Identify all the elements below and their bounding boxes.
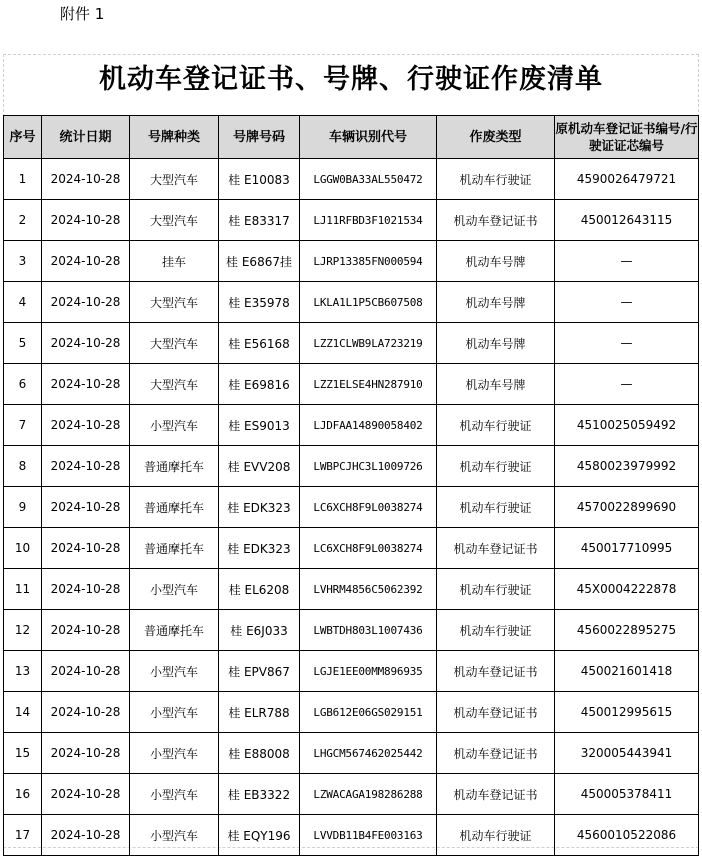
cell-index: 16 xyxy=(4,774,42,815)
col-header-original-number: 原机动车登记证书编号/行驶证证芯编号 xyxy=(555,116,699,159)
cell-date: 2024-10-28 xyxy=(42,159,130,200)
cell-date: 2024-10-28 xyxy=(42,569,130,610)
cell-plate-number: 桂 EVV208 xyxy=(219,446,300,487)
cell-index: 8 xyxy=(4,446,42,487)
cell-original-number: — xyxy=(555,241,699,282)
table-row xyxy=(4,610,699,651)
cell-plate-number: 桂 E10083 xyxy=(219,159,300,200)
cell-plate-type: 大型汽车 xyxy=(130,323,219,364)
cell-original-number: 4580023979992 xyxy=(555,446,699,487)
cell-index: 5 xyxy=(4,323,42,364)
cell-date: 2024-10-28 xyxy=(42,282,130,323)
cell-void-type: 机动车行驶证 xyxy=(437,159,555,200)
cell-vin: LZWACAGA198286288 xyxy=(300,774,437,815)
document-title: 机动车登记证书、号牌、行驶证作废清单 xyxy=(99,64,603,95)
cell-original-number: 320005443941 xyxy=(555,733,699,774)
table-row xyxy=(4,733,699,774)
cell-date: 2024-10-28 xyxy=(42,692,130,733)
cell-vin: LC6XCH8F9L0038274 xyxy=(300,487,437,528)
cell-index: 1 xyxy=(4,159,42,200)
cell-plate-type: 挂车 xyxy=(130,241,219,282)
cell-plate-number: 桂 EB3322 xyxy=(219,774,300,815)
cell-plate-type: 小型汽车 xyxy=(130,569,219,610)
cell-index: 17 xyxy=(4,815,42,856)
cell-original-number: 450017710995 xyxy=(555,528,699,569)
cell-plate-type: 普通摩托车 xyxy=(130,528,219,569)
cell-vin: LGB612E06GS029151 xyxy=(300,692,437,733)
table-row xyxy=(4,282,699,323)
cell-plate-type: 大型汽车 xyxy=(130,159,219,200)
cell-original-number: 450005378411 xyxy=(555,774,699,815)
cell-index: 15 xyxy=(4,733,42,774)
cell-vin: LJRP13385FN000594 xyxy=(300,241,437,282)
void-list-table xyxy=(3,115,699,856)
cell-void-type: 机动车行驶证 xyxy=(437,815,555,856)
cell-index: 11 xyxy=(4,569,42,610)
cell-original-number: 4590026479721 xyxy=(555,159,699,200)
cell-plate-number: 桂 E88008 xyxy=(219,733,300,774)
cell-original-number: — xyxy=(555,364,699,405)
cell-index: 12 xyxy=(4,610,42,651)
cell-plate-number: 桂 E69816 xyxy=(219,364,300,405)
attachment-label: 附件 1 xyxy=(60,5,105,23)
cell-vin: LWBPCJHC3L1009726 xyxy=(300,446,437,487)
cell-original-number: — xyxy=(555,323,699,364)
cell-void-type: 机动车号牌 xyxy=(437,323,555,364)
cell-original-number: 4510025059492 xyxy=(555,405,699,446)
cell-index: 7 xyxy=(4,405,42,446)
cell-plate-number: 桂 EDK323 xyxy=(219,528,300,569)
cell-plate-type: 普通摩托车 xyxy=(130,446,219,487)
cell-void-type: 机动车行驶证 xyxy=(437,569,555,610)
cell-plate-number: 桂 EL6208 xyxy=(219,569,300,610)
cell-vin: LWBTDH803L1007436 xyxy=(300,610,437,651)
cell-vin: LZZ1CLWB9LA723219 xyxy=(300,323,437,364)
cell-plate-type: 小型汽车 xyxy=(130,815,219,856)
cell-vin: LVVDB11B4FE003163 xyxy=(300,815,437,856)
cell-void-type: 机动车行驶证 xyxy=(437,405,555,446)
cell-date: 2024-10-28 xyxy=(42,241,130,282)
cell-plate-type: 小型汽车 xyxy=(130,692,219,733)
cell-original-number: 4570022899690 xyxy=(555,487,699,528)
cell-vin: LJDFAA14890058402 xyxy=(300,405,437,446)
cell-void-type: 机动车登记证书 xyxy=(437,692,555,733)
cell-plate-number: 桂 E6867挂 xyxy=(219,241,300,282)
cell-date: 2024-10-28 xyxy=(42,200,130,241)
cell-void-type: 机动车号牌 xyxy=(437,364,555,405)
cell-void-type: 机动车登记证书 xyxy=(437,528,555,569)
cell-void-type: 机动车登记证书 xyxy=(437,200,555,241)
cell-date: 2024-10-28 xyxy=(42,774,130,815)
table-row xyxy=(4,774,699,815)
table-row xyxy=(4,323,699,364)
cell-index: 9 xyxy=(4,487,42,528)
cell-vin: LJ11RFBD3F1021534 xyxy=(300,200,437,241)
cell-index: 14 xyxy=(4,692,42,733)
cell-vin: LGJE1EE00MM896935 xyxy=(300,651,437,692)
cell-date: 2024-10-28 xyxy=(42,610,130,651)
cell-date: 2024-10-28 xyxy=(42,487,130,528)
table-row xyxy=(4,815,699,856)
cell-plate-number: 桂 E83317 xyxy=(219,200,300,241)
cell-plate-type: 大型汽车 xyxy=(130,364,219,405)
cell-void-type: 机动车号牌 xyxy=(437,282,555,323)
cell-plate-type: 小型汽车 xyxy=(130,405,219,446)
cell-void-type: 机动车登记证书 xyxy=(437,774,555,815)
table-row xyxy=(4,651,699,692)
cell-vin: LHGCM567462025442 xyxy=(300,733,437,774)
cell-plate-number: 桂 EDK323 xyxy=(219,487,300,528)
cell-vin: LC6XCH8F9L0038274 xyxy=(300,528,437,569)
col-header-vin: 车辆识别代号 xyxy=(300,116,437,159)
cell-plate-number: 桂 EPV867 xyxy=(219,651,300,692)
table-row xyxy=(4,446,699,487)
cell-index: 3 xyxy=(4,241,42,282)
cell-original-number: 4560022895275 xyxy=(555,610,699,651)
table-header-row xyxy=(4,116,699,159)
table-row xyxy=(4,241,699,282)
cell-date: 2024-10-28 xyxy=(42,446,130,487)
col-header-plate-number: 号牌号码 xyxy=(219,116,300,159)
cell-void-type: 机动车登记证书 xyxy=(437,733,555,774)
cell-date: 2024-10-28 xyxy=(42,405,130,446)
cell-date: 2024-10-28 xyxy=(42,733,130,774)
cell-index: 6 xyxy=(4,364,42,405)
cell-date: 2024-10-28 xyxy=(42,323,130,364)
table-row xyxy=(4,200,699,241)
table-row xyxy=(4,364,699,405)
table-row xyxy=(4,159,699,200)
cell-plate-type: 小型汽车 xyxy=(130,774,219,815)
cell-index: 10 xyxy=(4,528,42,569)
cell-void-type: 机动车行驶证 xyxy=(437,446,555,487)
cell-plate-type: 小型汽车 xyxy=(130,651,219,692)
cell-vin: LKLA1L1P5CB607508 xyxy=(300,282,437,323)
cell-plate-type: 大型汽车 xyxy=(130,200,219,241)
cell-plate-number: 桂 E35978 xyxy=(219,282,300,323)
table-row xyxy=(4,569,699,610)
table-row xyxy=(4,692,699,733)
col-header-plate-type: 号牌种类 xyxy=(130,116,219,159)
table-row xyxy=(4,528,699,569)
cell-original-number: 450021601418 xyxy=(555,651,699,692)
cell-index: 4 xyxy=(4,282,42,323)
cell-plate-number: 桂 E6J033 xyxy=(219,610,300,651)
col-header-void-type: 作废类型 xyxy=(437,116,555,159)
cell-original-number: — xyxy=(555,282,699,323)
cell-vin: LZZ1ELSE4HN287910 xyxy=(300,364,437,405)
cell-plate-type: 小型汽车 xyxy=(130,733,219,774)
cell-plate-number: 桂 ELR788 xyxy=(219,692,300,733)
col-header-date: 统计日期 xyxy=(42,116,130,159)
cell-void-type: 机动车行驶证 xyxy=(437,610,555,651)
cell-plate-type: 大型汽车 xyxy=(130,282,219,323)
cell-plate-number: 桂 ES9013 xyxy=(219,405,300,446)
cell-date: 2024-10-28 xyxy=(42,364,130,405)
cell-date: 2024-10-28 xyxy=(42,815,130,856)
cell-plate-number: 桂 E56168 xyxy=(219,323,300,364)
cell-index: 13 xyxy=(4,651,42,692)
cell-vin: LVHRM4856C5062392 xyxy=(300,569,437,610)
cell-index: 2 xyxy=(4,200,42,241)
cell-original-number: 450012995615 xyxy=(555,692,699,733)
col-header-index: 序号 xyxy=(4,116,42,159)
cell-plate-type: 普通摩托车 xyxy=(130,610,219,651)
table-row xyxy=(4,405,699,446)
cell-original-number: 450012643115 xyxy=(555,200,699,241)
cell-void-type: 机动车号牌 xyxy=(437,241,555,282)
cell-void-type: 机动车登记证书 xyxy=(437,651,555,692)
cell-void-type: 机动车行驶证 xyxy=(437,487,555,528)
cell-vin: LGGW0BA33AL550472 xyxy=(300,159,437,200)
cell-date: 2024-10-28 xyxy=(42,651,130,692)
cell-date: 2024-10-28 xyxy=(42,528,130,569)
cell-original-number: 45X0004222878 xyxy=(555,569,699,610)
table-row xyxy=(4,487,699,528)
cell-original-number: 4560010522086 xyxy=(555,815,699,856)
cell-plate-number: 桂 EQY196 xyxy=(219,815,300,856)
cell-plate-type: 普通摩托车 xyxy=(130,487,219,528)
